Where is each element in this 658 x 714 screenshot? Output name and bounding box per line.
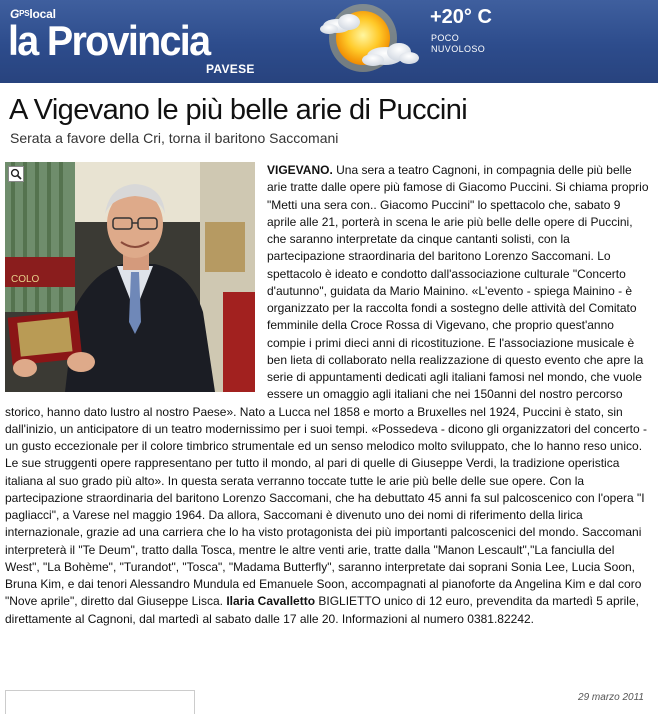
article-subtitle: Serata a favore della Cri, torna il baritono Saccomani [10,130,339,146]
article-title: A Vigevano le più belle arie di Puccini [9,94,468,126]
article-paragraph: Una sera a teatro Cagnoni, in compagnia delle più belle arie tratte dalle opere più famose di Giacomo Puccini. Si chiama proprio "Metti una sera con.. Giacomo Puccini" lo spettacolo che, sabato 9 aprile alle 21, porterà in scena le arie più belle delle opere di Puccini, che saranno interpretate da cinque cantanti solisti, con la partecipazione straordinaria del baritono Lorenzo Saccomani. Lo spettacolo è ideato e condotto dall'associazione culturale "Concerto d'autunno", guidata da Mario Mainino. «L'evento - spiega Mainino - è organizzato per la raccolta fondi a sostegno delle attività del Comitato femminile della Croce Rossa di Vigevano, che proprio quest'anno compie i primi dieci anni di ricostituzione. E l'associazione musicale è ben lieta di collaborato nella realizzazione di questo evento che apre la serie di appuntamenti dedicati agli italiani famosi nel mondo, che vuole essere un omaggio agli italiani che nei 150anni del nostro percorso storico, hanno dato lustro al nostro Paese». Nato a Lucca nel 1858 e morto a Bruxelles nel 1924, Puccini è stato, sin dall'inizio, un anticipatore di un teatro modernissimo per i suoi tempi. «Possedeva - dicono gli organizzatori del concerto - un gusto eccezionale per il colore timbrico strumentale ed un senso melodico molto sviluppato, che lo hanno reso unico. Le sue struggenti opere rappresentano per tutto il mondo, al pari di quelle di Giuseppe Verdi, la tradizione operistica italiana al suo grado più alto». In questa serata verranno toccate tutte le arie più belle delle sue opere. Con la partecipazione straordinaria del baritono Lorenzo Saccomani, che ha debuttato 45 anni fa sul palcoscenico con l'opera "I pagliacci", a Varese nel maggio 1964. Da allora, Saccomani è divenuto uno dei nomi di riferimento della lirica internazionale, grazie ad una carriera che lo ha visto protagonista dei più importanti palcoscenici del mondo. Saccomani interpreterà il "Te Deum", tratto dalla Tosca, mentre le altre venti arie, tratte dalla "Manon Lescault","La fanciulla del West", "La Bohème", "Turandot", "Tosca", "Madama Butterfly", saranno interpretate dai soprani Sonia Lee, Lucia Soon, Bruna Kim, e dai tenori Alessandro Mundula ed Emanuele Soon, accompagnati al pianoforte da Angelina Kim e dal coro "Nove aprile", diretto dal Giuseppe Lisca. [5,163,649,609]
svg-text:COLO: COLO [11,274,40,285]
ticket-info: BIGLIETTO unico di 12 euro, prevendita da martedì 5 aprile, direttamente al Cagnoni, dal martedì al sabato dalle 17 alle 20. Informazioni al numero 0381.82242. [5,594,639,626]
weather-description: POCO NUVOLOSO [431,33,486,54]
logo-title[interactable]: la Provincia [8,17,210,64]
brand-local-label[interactable]: GPSlocal [10,7,56,21]
article-date: 29 marzo 2011 [578,692,644,703]
temperature-value: +20° C [430,6,492,28]
article-photo[interactable] [5,162,255,392]
logo-subtitle: PAVESE [206,62,255,76]
dateline: VIGEVANO. [267,163,333,177]
author-name: Ilaria Cavalletto [226,594,316,609]
baritone-photo-image [5,162,255,392]
sun-with-clouds-icon [313,2,423,80]
masthead-banner [0,0,658,83]
zoom-magnifier-icon[interactable] [8,166,24,182]
article-body [5,162,650,628]
related-box-stub [5,690,195,714]
